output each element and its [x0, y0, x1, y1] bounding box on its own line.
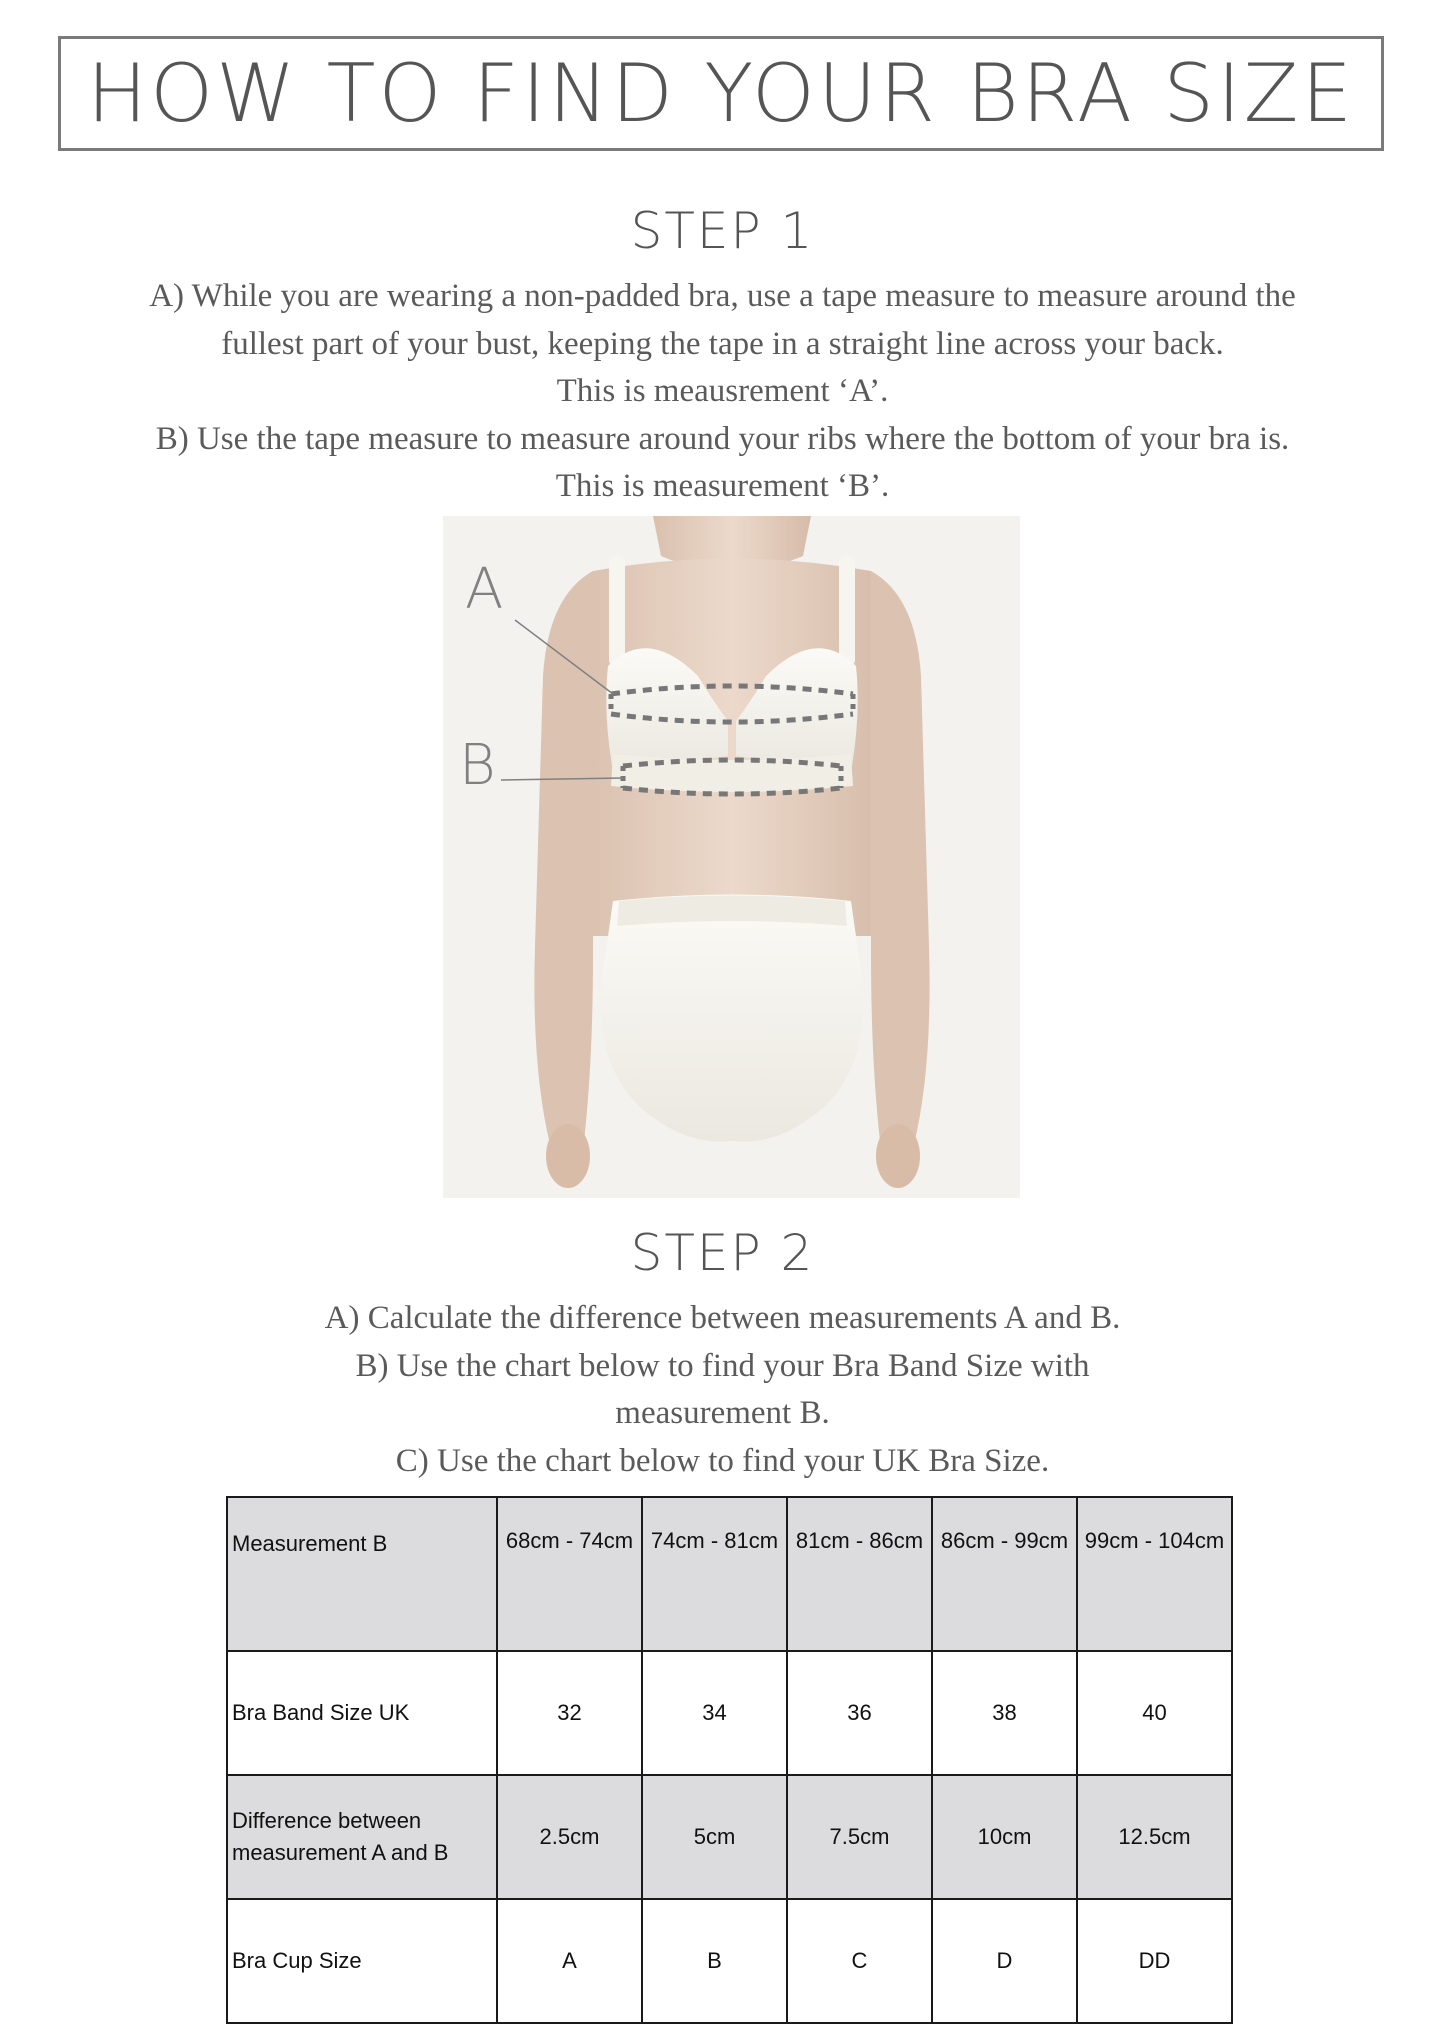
- title-box: [58, 36, 1384, 151]
- step1-line: B) Use the tape measure to measure around your ribs where the bottom of your bra is.: [155, 420, 1290, 457]
- step2-line: A) Calculate the difference between measurements A and B.: [324, 1300, 1121, 1336]
- table-cell: B: [642, 1899, 787, 2023]
- step1-heading: STEP 1: [630, 202, 815, 260]
- measurement-b-label: B: [459, 733, 496, 798]
- row-header: Measurement B: [227, 1497, 497, 1651]
- measurement-a-label: A: [465, 557, 504, 622]
- step2-line: B) Use the chart below to find your Bra Band Size with: [355, 1347, 1090, 1384]
- step1-line: This is meausrement ‘A’.: [556, 373, 889, 409]
- step2-line: C) Use the chart below to find your UK Bra Size.: [395, 1442, 1050, 1479]
- table-row: [227, 1899, 1232, 2023]
- step1-line: A) While you are wearing a non-padded bra, use a tape measure to measure around the: [149, 278, 1296, 314]
- table-cell: 74cm - 81cm: [642, 1497, 787, 1651]
- bra-size-chart: [226, 1496, 1233, 2024]
- step2-line: measurement B.: [615, 1395, 830, 1431]
- page-title: HOW TO FIND YOUR BRA SIZE: [86, 46, 1356, 140]
- row-header: Bra Cup Size: [227, 1899, 497, 2023]
- table-cell: 7.5cm: [787, 1775, 932, 1899]
- table-cell: DD: [1077, 1899, 1232, 2023]
- table-cell: 68cm - 74cm: [497, 1497, 642, 1651]
- table-row: [227, 1775, 1232, 1899]
- table-cell: 81cm - 86cm: [787, 1497, 932, 1651]
- table-cell: 10cm: [932, 1775, 1077, 1899]
- table-cell: 32: [497, 1651, 642, 1775]
- step1-line: fullest part of your bust, keeping the tape in a straight line across your back.: [221, 325, 1224, 362]
- table-cell: 86cm - 99cm: [932, 1497, 1077, 1651]
- table-cell: 2.5cm: [497, 1775, 642, 1899]
- table-cell: 5cm: [642, 1775, 787, 1899]
- table-cell: 99cm - 104cm: [1077, 1497, 1232, 1651]
- table-row: [227, 1497, 1232, 1651]
- table-cell: 12.5cm: [1077, 1775, 1232, 1899]
- step1-instructions: [60, 273, 1385, 511]
- measurement-photo: [443, 516, 1020, 1198]
- table-cell: 40: [1077, 1651, 1232, 1775]
- row-header: Bra Band Size UK: [227, 1651, 497, 1775]
- step2-heading: STEP 2: [630, 1224, 815, 1282]
- table-cell: 38: [932, 1651, 1077, 1775]
- table-cell: 36: [787, 1651, 932, 1775]
- table-row: [227, 1651, 1232, 1775]
- row-header: Difference between measurement A and B: [227, 1775, 497, 1899]
- table-cell: A: [497, 1899, 642, 2023]
- table-cell: C: [787, 1899, 932, 2023]
- step1-line: This is measurement ‘B’.: [555, 468, 890, 504]
- table-cell: 34: [642, 1651, 787, 1775]
- step2-instructions: [60, 1295, 1385, 1485]
- table-cell: D: [932, 1899, 1077, 2023]
